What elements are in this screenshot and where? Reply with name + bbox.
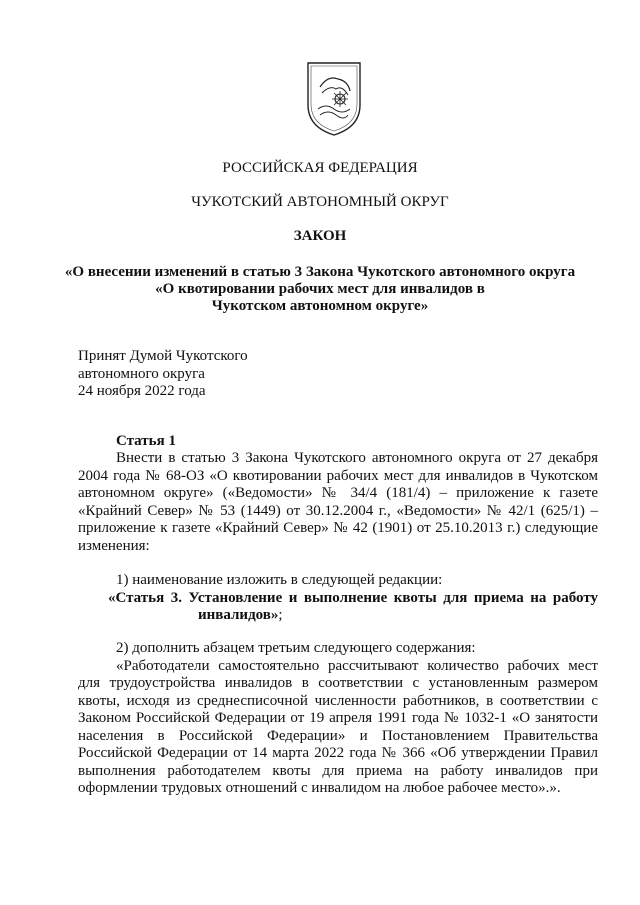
document-type-heading: ЗАКОН: [293, 228, 347, 244]
item-2-quote-line-1: «Работодатели самостоятельно рассчитывают количество рабочих мест: [116, 657, 598, 674]
item-2-quote-line-2: для трудоустройства инвалидов в соответствии с установленным размером: [78, 675, 598, 691]
coat-of-arms-emblem: [302, 57, 366, 139]
item-1-quote-tail: ;: [278, 607, 283, 623]
item-2-quote-line-3: квоты, исходя из среднесписочной численности работников, в соответствии с: [78, 692, 598, 709]
item-2-quote-line-8: оформлении трудовых отношений с инвалидом на любое рабочее место».».: [78, 780, 561, 796]
item-2-quote-line-4: Законом Российской Федерации от 19 апреля 1991 года № 1032-1 «О занятости: [78, 710, 598, 726]
law-title-line-3: Чукотском автономном округе»: [211, 298, 429, 314]
intro-line-4: «Крайний Север» № 53 (1449) от 30.12.2004 г., «Ведомости» № 42/1 (625/1) –: [78, 502, 598, 519]
adoption-info: [78, 348, 248, 401]
law-title-line-2: «О квотировании рабочих мест для инвалидов в: [155, 281, 485, 297]
item-1-quote-bold: инвалидов»: [198, 607, 279, 623]
item-2: [78, 640, 598, 798]
article-1-heading: Статья 1: [116, 433, 176, 449]
adoption-line-1: Принят Думой Чукотского: [78, 348, 248, 364]
country-heading: РОССИЙСКАЯ ФЕДЕРАЦИЯ: [222, 160, 418, 176]
item-1-quote-line-2: [78, 607, 598, 625]
article-1-intro: [78, 450, 598, 555]
intro-line-6: изменения:: [78, 537, 150, 554]
item-1-quote-line-1: «Статья 3. Установление и выполнение квоты для приема на работу: [108, 589, 598, 606]
item-1: [78, 572, 598, 625]
item-2-quote-line-6: Российской Федерации от 14 марта 2022 года № 366 «Об утверждении Правил: [78, 745, 598, 761]
intro-line-1: Внести в статью 3 Закона Чукотского автономного округа от 27 декабря: [116, 450, 598, 466]
item-2-quote-line-5: населения в Российской Федерации» и Постановлением Правительства: [78, 727, 598, 744]
adoption-date: 24 ноября 2022 года: [78, 383, 206, 399]
item-2-text: 2) дополнить абзацем третьим следующего содержания:: [116, 640, 476, 656]
item-1-text: 1) наименование изложить в следующей редакции:: [116, 572, 443, 588]
item-2-quote-line-7: выполнения работодателем квоты для приема на работу инвалидов при: [78, 762, 598, 779]
intro-line-5: приложение к газете «Крайний Север» № 42 (1901) от 25.10.2013 г.) следующие: [78, 520, 598, 536]
intro-line-3: автономном округе» («Ведомости» № 34/4 (181/4) – приложение к газете: [78, 485, 598, 501]
law-title-line-1: «О внесении изменений в статью 3 Закона Чукотского автономного округа: [64, 264, 576, 280]
intro-line-2: 2004 года № 68-ОЗ «О квотировании рабочих мест для инвалидов в Чукотском: [78, 467, 598, 484]
adoption-line-2: автономного округа: [78, 365, 205, 382]
region-heading: ЧУКОТСКИЙ АВТОНОМНЫЙ ОКРУГ: [191, 194, 449, 210]
